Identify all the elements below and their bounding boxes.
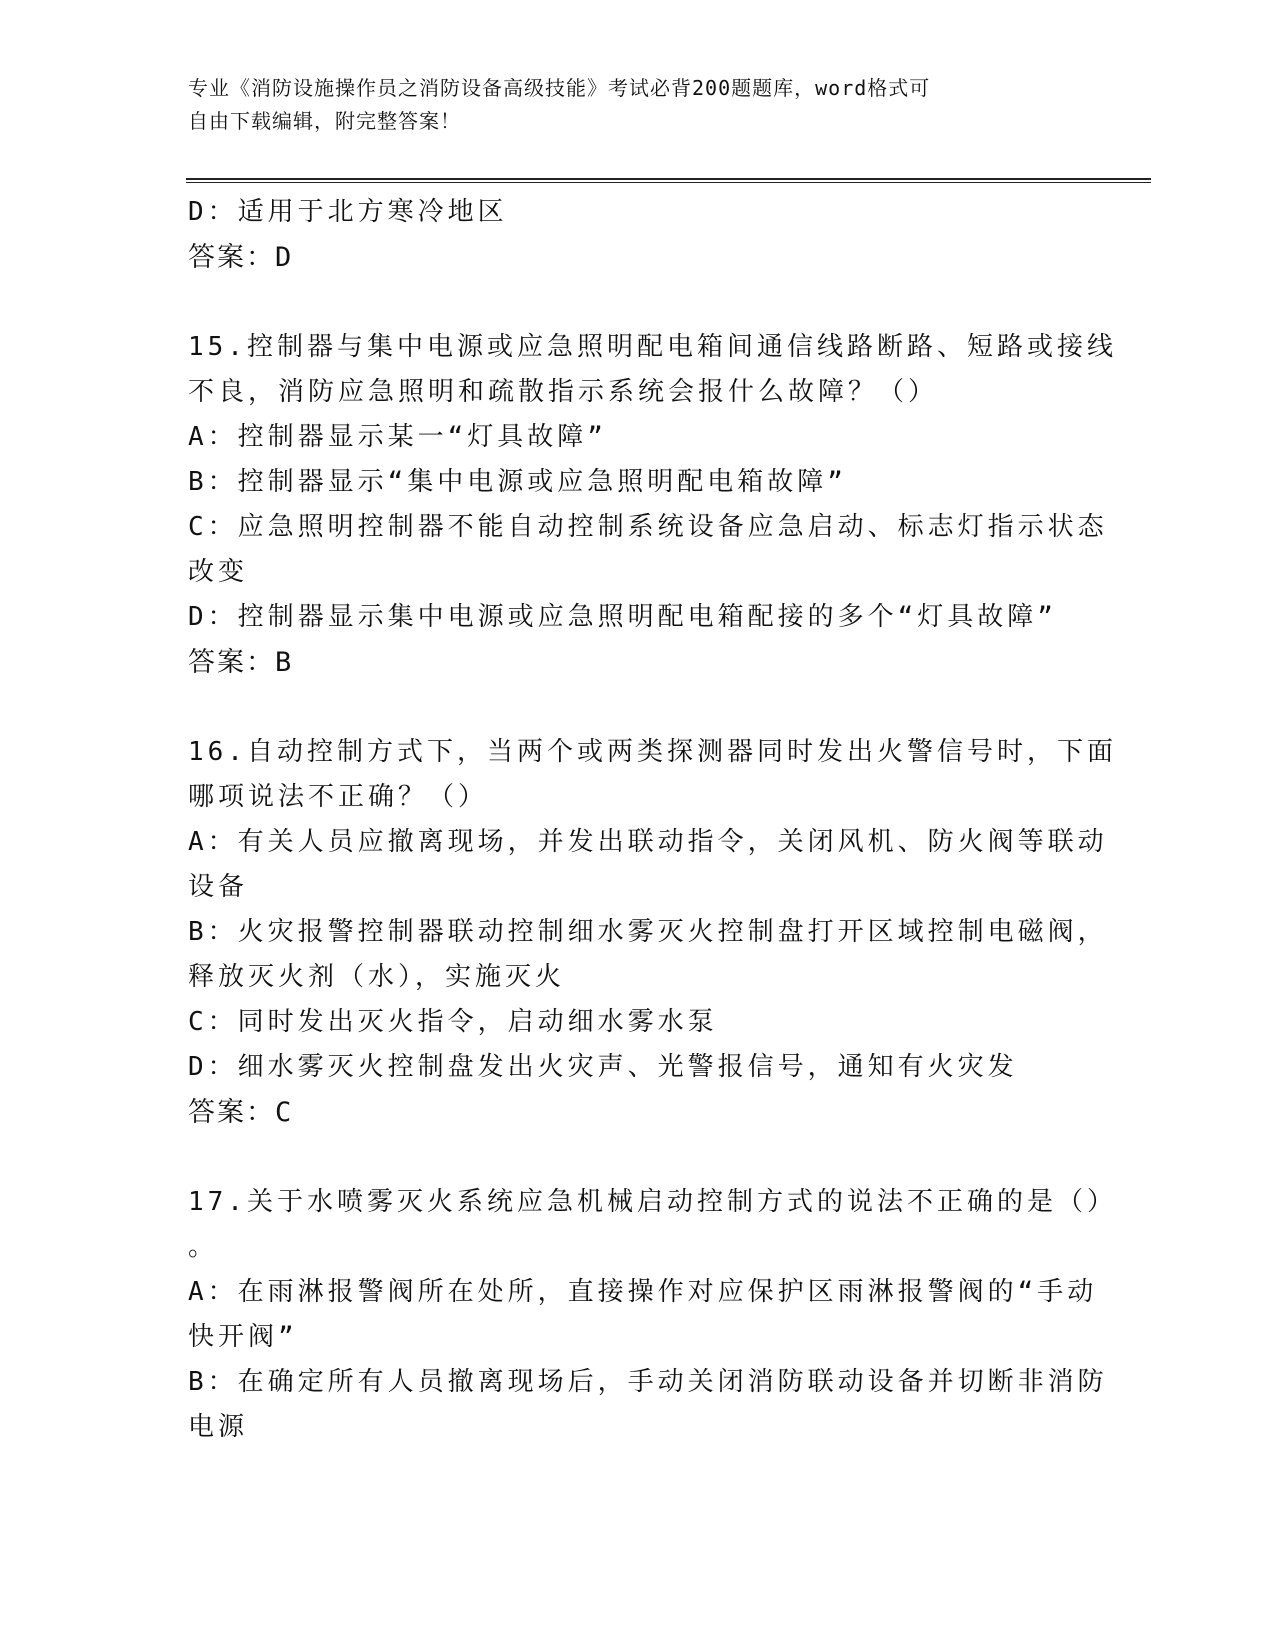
- q16-option-a-line-1: A：有关人员应撤离现场，并发出联动指令，关闭风机、防火阀等联动: [188, 827, 1108, 857]
- q14-answer: 答案：D: [188, 242, 294, 273]
- q16-stem-line-2: 哪项说法不正确？（）: [188, 782, 489, 812]
- q15-answer: 答案：B: [188, 647, 294, 678]
- q15-option-d: D：控制器显示集中电源或应急照明配电箱配接的多个“灯具故障”: [188, 602, 1057, 632]
- q16-answer: 答案：C: [188, 1097, 294, 1128]
- q16-option-b-line-2: 释放灭火剂（水），实施灭火: [188, 962, 566, 992]
- q15-option-b: B：控制器显示“集中电源或应急照明配电箱故障”: [188, 467, 847, 497]
- q17-option-a-line-1: A：在雨淋报警阀所在处所，直接操作对应保护区雨淋报警阀的“手动: [188, 1277, 1098, 1307]
- header-line-2: 自由下载编辑，附完整答案！: [188, 109, 461, 133]
- q17-stem-line-1: 17.关于水喷雾灭火系统应急机械启动控制方式的说法不正确的是（）: [188, 1187, 1117, 1217]
- q15-stem-line-2: 不良，消防应急照明和疏散指示系统会报什么故障？（）: [188, 377, 939, 407]
- document-header: [188, 72, 1068, 138]
- header-divider-thick: [186, 178, 1151, 180]
- q15-option-c-line-1: C：应急照明控制器不能自动控制系统设备应急启动、标志灯指示状态: [188, 512, 1108, 542]
- q16-option-d: D：细水雾灭火控制盘发出火灾声、光警报信号，通知有火灾发: [188, 1052, 1018, 1082]
- header-line-1: 专业《消防设施操作员之消防设备高级技能》考试必背200题题库，word格式可: [188, 76, 931, 100]
- q16-option-a-line-2: 设备: [188, 872, 249, 902]
- q16-stem-line-1: 16.自动控制方式下，当两个或两类探测器同时发出火警信号时，下面: [188, 737, 1117, 767]
- q16-option-b-line-1: B：火灾报警控制器联动控制细水雾灭火控制盘打开区域控制电磁阀，: [188, 917, 1108, 947]
- q15-option-a: A：控制器显示某一“灯具故障”: [188, 422, 607, 452]
- q17-option-b-line-2: 电源: [188, 1412, 249, 1442]
- q17-option-a-line-2: 快开阀”: [188, 1322, 298, 1352]
- q14-option-d: D：适用于北方寒冷地区: [188, 197, 508, 227]
- q17-option-b-line-1: B：在确定所有人员撤离现场后，手动关闭消防联动设备并切断非消防: [188, 1367, 1108, 1397]
- q17-stem-line-2: 。: [188, 1232, 219, 1262]
- q15-stem-line-1: 15.控制器与集中电源或应急照明配电箱间通信线路断路、短路或接线: [188, 332, 1117, 362]
- header-divider-thin: [186, 182, 1151, 183]
- question-content: [188, 190, 1117, 1450]
- q16-option-c: C：同时发出灭火指令，启动细水雾水泵: [188, 1007, 718, 1037]
- q15-option-c-line-2: 改变: [188, 557, 249, 587]
